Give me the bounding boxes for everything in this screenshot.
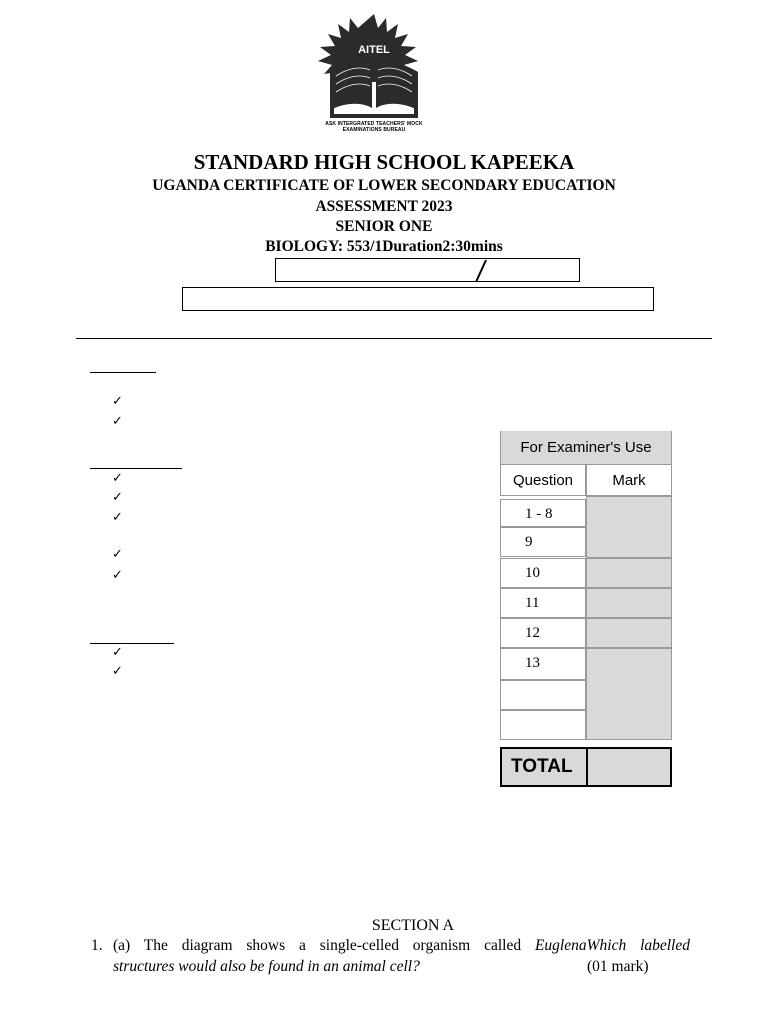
question-column-header: Question xyxy=(500,464,586,496)
instructions-heading-rule xyxy=(90,372,156,373)
mark-cell[interactable] xyxy=(586,588,672,618)
question-row-label: 13 xyxy=(500,648,586,680)
mark-column-header: Mark xyxy=(586,464,672,496)
slash-divider xyxy=(276,259,581,283)
question-1-prompt: Which labelled xyxy=(586,937,690,954)
mark-cell[interactable] xyxy=(586,648,672,740)
question-row-label: 1 - 8 xyxy=(500,499,586,527)
check-icon: ✓ xyxy=(112,645,123,660)
question-1-prompt-continued: structures would also be found in an animal cell? xyxy=(113,958,420,975)
logo-caption-line1: ASK INTERGRATED TEACHERS' MOCK xyxy=(325,121,423,127)
question-1-text: (a) The diagram shows a single-celled organism called xyxy=(113,937,522,954)
mark-cell[interactable] xyxy=(586,618,672,648)
question-row-label xyxy=(500,710,586,740)
question-row-label: 12 xyxy=(500,618,586,648)
question-row-label: 10 xyxy=(500,558,586,588)
organism-name: Euglena xyxy=(534,937,587,954)
logo-text: AITEL xyxy=(358,44,390,56)
question-1-marks: (01 mark) xyxy=(587,958,649,975)
examiner-table-heading: For Examiner's Use xyxy=(500,431,672,464)
logo-caption-line2: EXAMINATIONS BUREAU xyxy=(342,127,406,133)
question-row-label xyxy=(500,680,586,710)
check-icon: ✓ xyxy=(112,490,123,505)
subject-code-duration: BIOLOGY: 553/1Duration2:30mins xyxy=(265,238,503,255)
header-divider xyxy=(76,338,712,339)
assessment-year: ASSESSMENT 2023 xyxy=(315,198,453,215)
section-a-title: SECTION A xyxy=(371,917,455,934)
total-label: TOTAL xyxy=(500,747,588,787)
check-icon: ✓ xyxy=(112,547,123,562)
school-name: STANDARD HIGH SCHOOL KAPEEKA xyxy=(193,150,575,174)
check-icon: ✓ xyxy=(112,510,123,525)
index-number-box[interactable] xyxy=(275,258,580,282)
total-mark-cell[interactable] xyxy=(586,747,672,787)
check-icon: ✓ xyxy=(112,471,123,486)
question-number: 1. xyxy=(91,937,103,954)
class-level: SENIOR ONE xyxy=(335,218,433,235)
check-icon: ✓ xyxy=(112,568,123,583)
check-icon: ✓ xyxy=(112,394,123,409)
aitel-logo xyxy=(312,12,436,136)
certificate-title: UGANDA CERTIFICATE OF LOWER SECONDARY EDUCATION xyxy=(152,177,616,194)
mark-cell[interactable] xyxy=(586,558,672,588)
check-icon: ✓ xyxy=(112,414,123,429)
mark-cell[interactable] xyxy=(586,496,672,558)
question-row-label: 9 xyxy=(500,527,586,557)
question-1-stem xyxy=(113,937,690,955)
instructions-heading-rule xyxy=(90,468,182,469)
examiner-use-table xyxy=(500,431,672,788)
check-icon: ✓ xyxy=(112,664,123,679)
candidate-name-box[interactable] xyxy=(182,287,654,311)
question-row-label: 11 xyxy=(500,588,586,618)
instructions-heading-rule xyxy=(90,643,174,644)
